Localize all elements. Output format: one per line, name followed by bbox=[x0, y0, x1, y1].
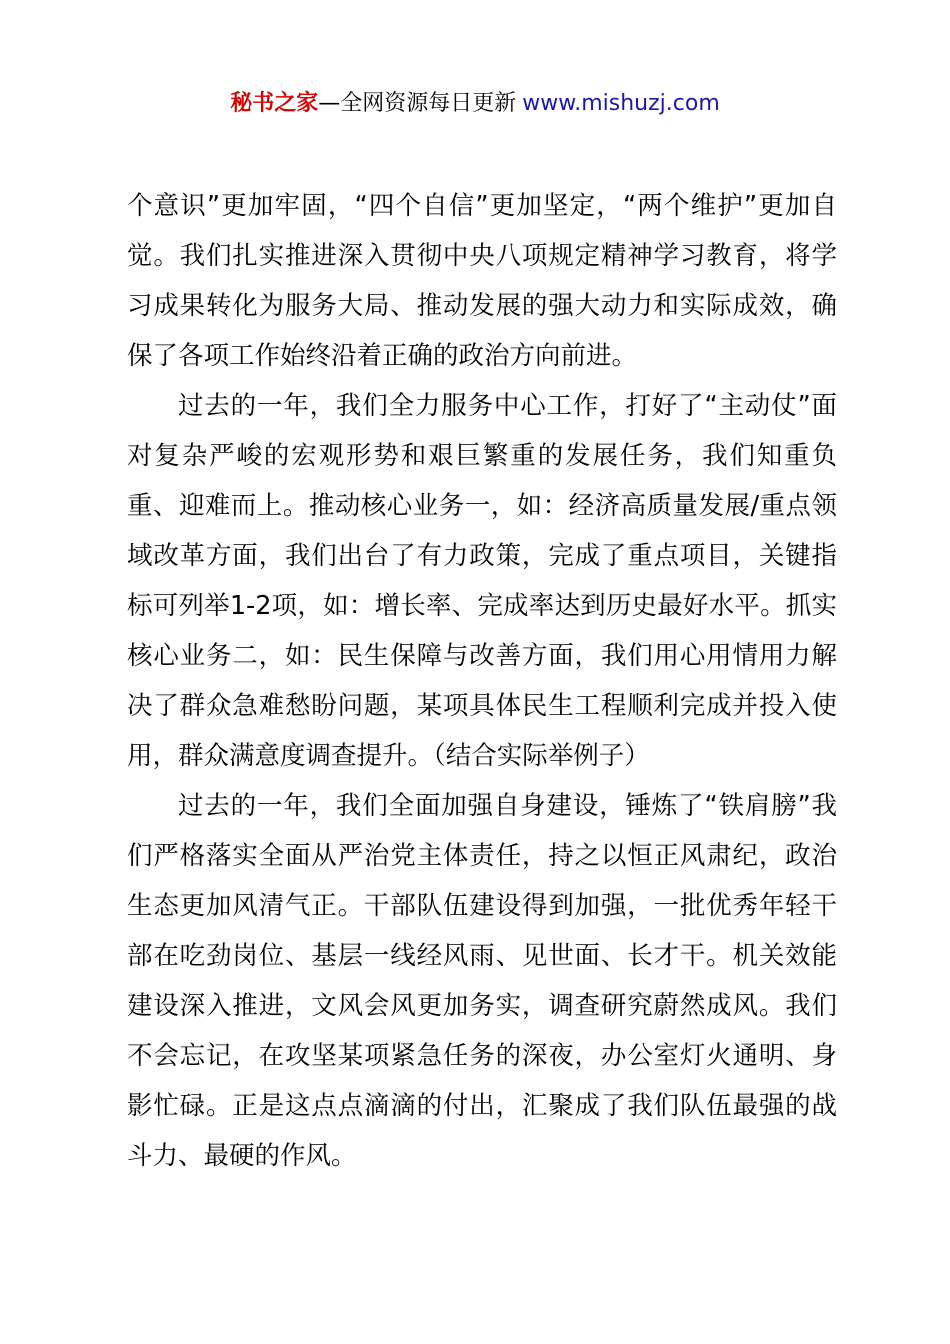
brand-name: 秘书之家 bbox=[230, 91, 319, 116]
paragraph-self-building: 过去的一年，我们全面加强自身建设，锤炼了“铁肩膀”我们严格落实全面从严治党主体责任，持之以恒正风肃纪，政治生态更加风清气正。干部队伍建设得到加强，一批优秀年轻干部在吃劲岗位、基层一线经风雨、见世面、长才干。机关效能建设深入推进，文风会风更加务实，调查研究蔚然成风。我们不会忘记，在攻坚某项紧急任务的深夜，办公室灯火通明、身影忙碌。正是这点点滴滴的付出，汇聚成了我们队伍最强的战斗力、最硬的作风。 bbox=[127, 791, 837, 1171]
paragraph-continuation: 个意识”更加牢固，“四个自信”更加坚定，“两个维护”更加自觉。我们扎实推进深入贯彻中央八项规定精神学习教育，将学习成果转化为服务大局、推动发展的强大动力和实际成效，确保了各项工作始终沿着正确的政治方向前进。 bbox=[127, 191, 837, 371]
website-url: www.mishuzj.com bbox=[522, 91, 720, 116]
paragraph-central-work: 过去的一年，我们全力服务中心工作，打好了“主动仗”面对复杂严峻的宏观形势和艰巨繁重的发展任务，我们知重负重、迎难而上。推动核心业务一，如：经济高质量发展/重点领域改革方面，我们出台了有力政策，完成了重点项目，关键指标可列举1-2项，如：增长率、完成率达到历史最好水平。抓实核心业务二，如：民生保障与改善方面，我们用心用情用力解决了群众急难愁盼问题，某项具体民生工程顺利完成并投入使用，群众满意度调查提升。（结合实际举例子） bbox=[127, 391, 837, 771]
document-body bbox=[127, 181, 837, 1181]
page-header bbox=[0, 88, 950, 120]
header-tagline: —全网资源每日更新 bbox=[318, 91, 517, 116]
